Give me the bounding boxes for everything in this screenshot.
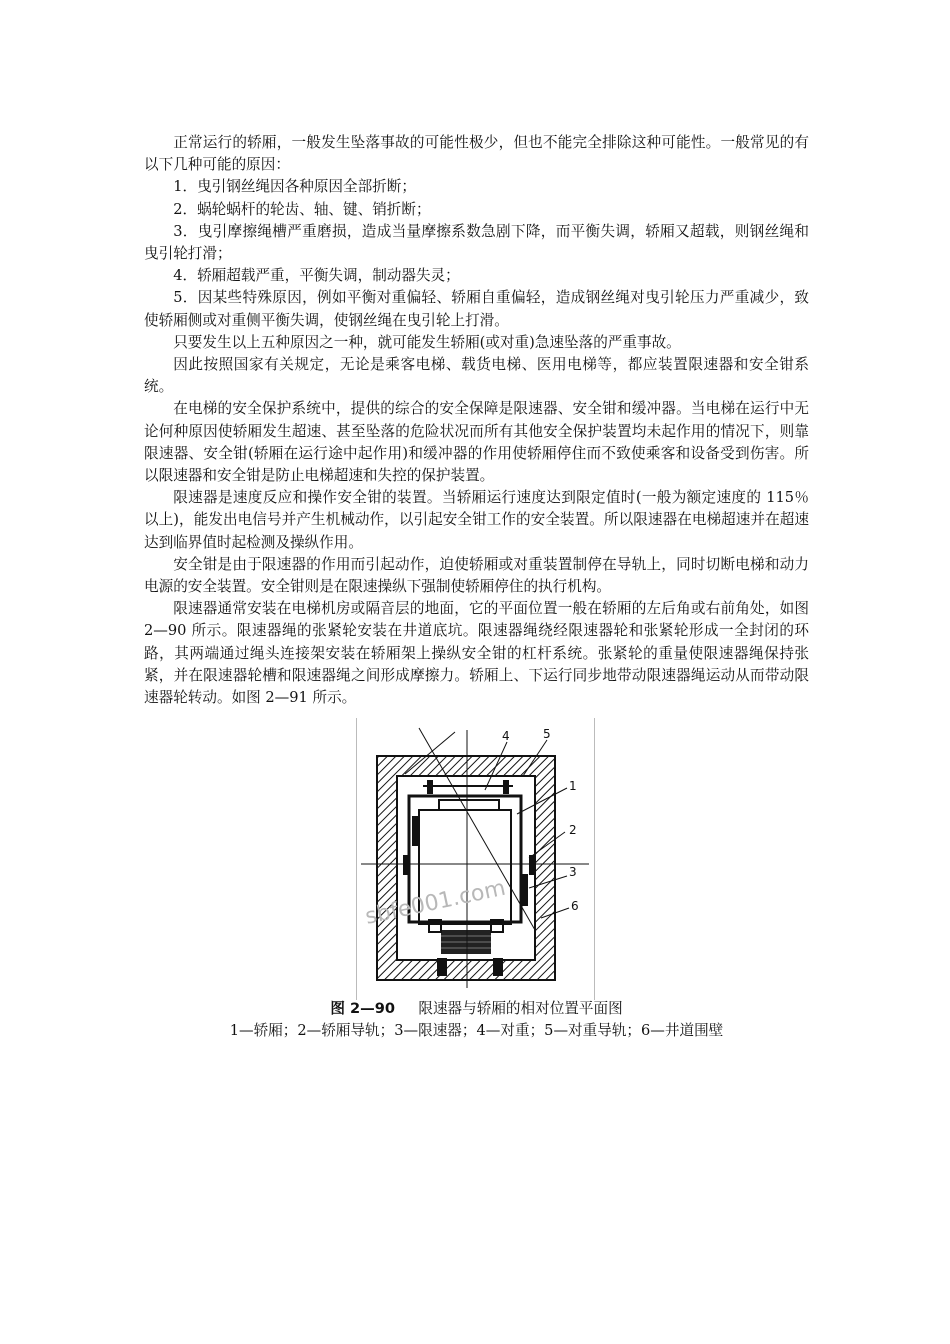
body-text: [144, 132, 809, 709]
label-2: 2: [569, 823, 577, 837]
figure-title: 限速器与轿厢的相对位置平面图: [418, 1000, 623, 1017]
paragraph: 限速器通常安装在电梯机房或隔音层的地面，它的平面位置一般在轿厢的左后角或右前角处，如图 2—90 所示。限速器绳的张紧轮安装在井道底坑。限速器绳绕经限速器轮和张紧轮形成一全封闭的环路，其两端通过绳头连接架安装在轿厢架上操纵安全钳的杠杆系统。张紧轮的重量使限速器绳保持张紧，并在限速器轮槽和限速器绳之间形成摩擦力。轿厢上、下运行同步地带动限速器绳运动从而带动限速器轮转动。如图 2—91 所示。: [144, 600, 809, 707]
paragraph: 5．因某些特殊原因，例如平衡对重偏轻、轿厢自重偏轻，造成钢丝绳对曳引轮压力严重减少，致使轿厢侧或对重侧平衡失调，使钢丝绳在曳引轮上打滑。: [144, 289, 809, 329]
paragraph: 1．曳引钢丝绳因各种原因全部折断；: [173, 178, 416, 196]
figure-number: 图 2—90: [330, 1000, 396, 1017]
label-3: 3: [569, 865, 577, 879]
elevator-plan-figure: [356, 718, 595, 1000]
paragraph: 只要发生以上五种原因之一种，就可能发生轿厢(或对重)急速坠落的严重事故。: [173, 333, 681, 351]
label-4: 4: [502, 729, 510, 743]
paragraph: 安全钳是由于限速器的作用而引起动作，迫使轿厢或对重装置制停在导轨上，同时切断电梯和动力电源的安全装置。安全钳则是在限速操纵下强制使轿厢停住的执行机构。: [144, 555, 809, 596]
counterweight-rail-left: [427, 780, 433, 794]
counterweight-rail-right: [503, 780, 509, 794]
elevator-plan-diagram: [357, 718, 594, 1000]
paragraph: 在电梯的安全保护系统中，提供的综合的安全保障是限速器、安全钳和缓冲器。当电梯在运行中无论何种原因使轿厢发生超速、甚至坠落的危险状况而所有其他安全保护装置均未起作用的情况下，则靠限速器、安全钳(轿厢在运行途中起作用)和缓冲器的作用使轿厢停住而不致使乘客和设备受到伤害。所以限速器和安全钳是防止电梯超速和失控的保护装置。: [144, 400, 809, 485]
governor-sheave-left: [412, 816, 418, 846]
figure-caption: [144, 998, 809, 1020]
speed-governor: [522, 874, 528, 906]
watermark: sbfe001.com: [363, 875, 508, 930]
paragraph: 正常运行的轿厢，一般发生坠落事故的可能性极少，但也不能完全排除这种可能性。一般常见的有以下几种可能的原因：: [144, 134, 809, 174]
counterweight: [439, 800, 499, 810]
paragraph: 因此按照国家有关规定，无论是乘客电梯、载货电梯、医用电梯等，都应装置限速器和安全钳系统。: [144, 356, 809, 396]
label-5: 5: [543, 727, 551, 741]
paragraph: 4．轿厢超载严重，平衡失调，制动器失灵；: [173, 267, 460, 285]
paragraph: 3．曳引摩擦绳槽严重磨损，造成当量摩擦系数急剧下降，而平衡失调，轿厢又超载，则钢丝绳和曳引轮打滑；: [144, 222, 809, 263]
label-1: 1: [569, 779, 577, 793]
paragraph: 限速器是速度反应和操作安全钳的装置。当轿厢运行速度达到限定值时(一般为额定速度的 115％以上)，能发出电信号并产生机械动作，以引起安全钳工作的安全装置。所以限速器在电梯超速并在超速达到临界值时起检测及操纵作用。: [144, 489, 809, 551]
label-6: 6: [571, 899, 579, 913]
paragraph: 2．蜗轮蜗杆的轮齿、轴、键、销折断；: [173, 200, 431, 218]
figure-legend: 1—轿厢；2—轿厢导轨；3—限速器；4—对重；5—对重导轨；6—井道围壁: [229, 1022, 724, 1039]
car-guide-rail-left: [403, 855, 408, 875]
